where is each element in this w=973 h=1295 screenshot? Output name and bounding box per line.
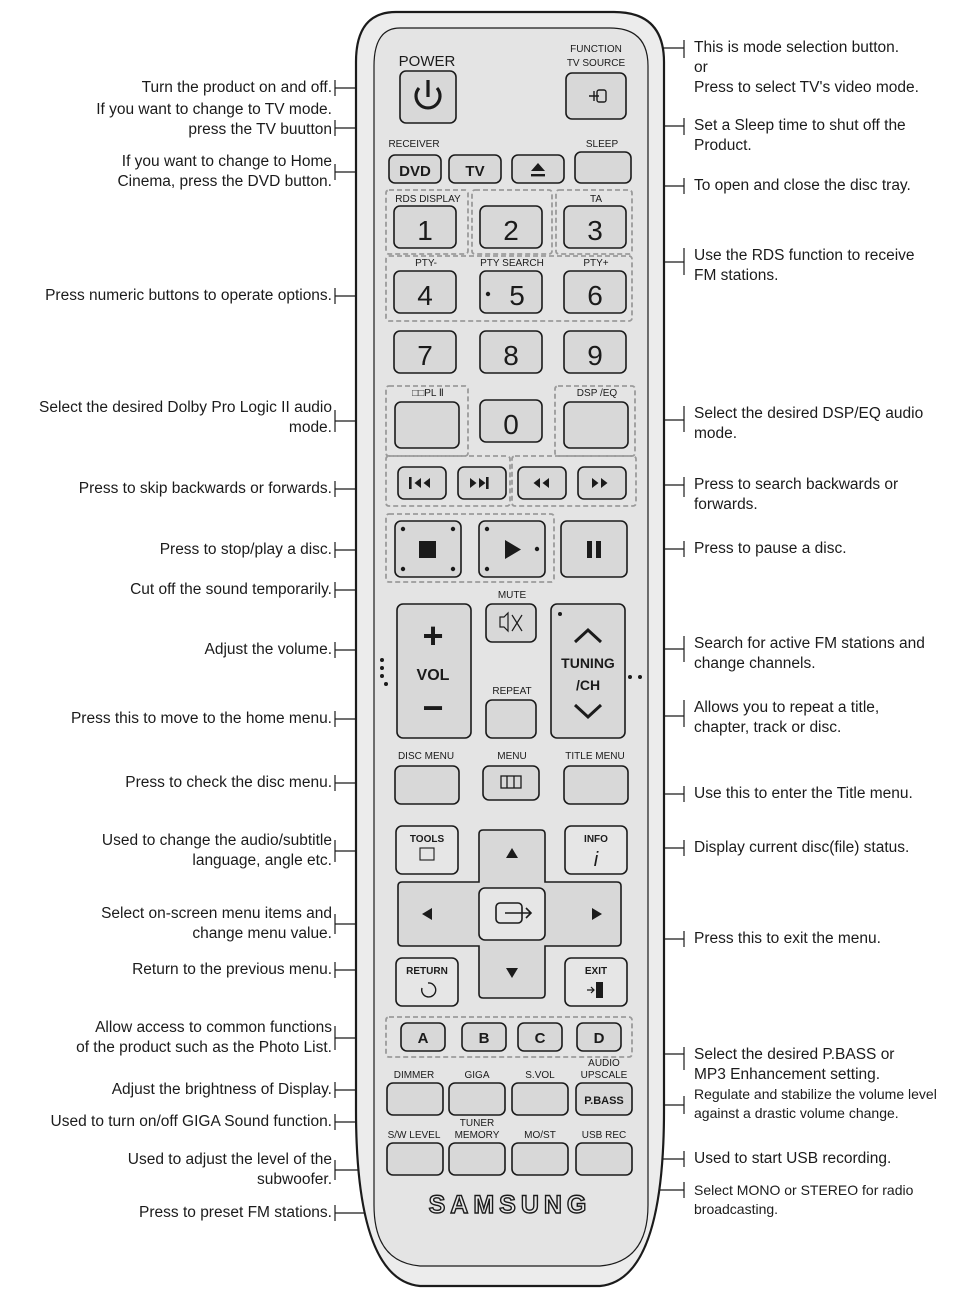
rds-display-label: RDS DISPLAY [395,194,461,205]
disc-menu-button[interactable] [395,766,459,804]
annotation-line: Cinema, press the DVD button. [117,173,332,190]
tactile-dot [486,292,490,296]
left-annotation [51,1112,332,1132]
tuner-memory-label-2: MEMORY [454,1130,500,1141]
color-label-B: B [478,1030,490,1047]
left-annotation [125,773,332,793]
annotation-line: Press to check the disc menu. [125,774,332,791]
annotation-line: Return to the previous menu. [132,961,332,978]
left-annotation [132,960,332,980]
left-annotation [160,540,332,560]
annotation-line: Use the RDS function to receive [694,247,915,264]
audio-upscale-label-2: UPSCALE [580,1070,628,1081]
repeat-label: REPEAT [492,686,532,697]
tactile-dot-p1 [535,547,539,551]
tuning-dot-0 [558,612,562,616]
annotation-line: Used to change the audio/subtitle [101,832,332,849]
annotation-line: subwoofer. [257,1171,332,1188]
annotation-line: Set a Sleep time to shut off the [694,117,906,134]
annotation-line: chapter, track or disc. [694,719,842,736]
right-annotation [694,1045,894,1085]
number-label-2: 2 [503,215,519,246]
skip-back-icon [409,477,412,489]
left-annotation [45,286,332,306]
annotation-line: Used to turn on/off GIGA Sound function. [50,1113,332,1130]
annotation-line: mode. [288,419,332,436]
number-label-3: 3 [587,215,603,246]
annotation-line: Adjust the brightness of Display. [111,1081,332,1098]
volume-minus: − [422,687,444,728]
right-annotation [694,1085,937,1123]
tv-source-label: TV SOURCE [566,58,626,69]
right-annotation [694,116,906,156]
exit-label: EXIT [584,966,608,977]
pty-search-label: PTY SEARCH [480,258,544,269]
annotation-line: Used to adjust the level of the [127,1151,332,1168]
left-annotation [96,100,332,140]
annotation-line: Select the desired Dolby Pro Logic II audio [39,399,332,416]
left-annotation [79,479,332,499]
annotation-line: Adjust the volume. [204,641,332,658]
annotation-line: Use this to enter the Title menu. [694,785,913,802]
title-menu-button[interactable] [564,766,628,804]
annotation-line: change menu value. [192,925,332,942]
right-annotation [694,404,923,444]
menu-button[interactable] [483,766,539,800]
right-annotation [694,475,898,515]
pty-plus-label: PTY+ [583,258,609,269]
right-annotation [694,1149,891,1169]
right-annotation [694,38,919,98]
right-annotation [694,784,913,804]
annotation-line: Select the desired P.BASS or [694,1046,895,1063]
tuning-dot-1 [628,675,632,679]
dimmer-button[interactable] [387,1083,443,1115]
left-annotation [117,152,332,192]
dvd-label: DVD [399,163,431,180]
pause-icon-b [596,541,601,558]
audio-upscale-label-1: AUDIO [588,1058,620,1069]
annotation-line: Product. [694,137,752,154]
dimmer-label: DIMMER [393,1070,435,1081]
svol-button[interactable] [512,1083,568,1115]
left-annotation [112,1080,332,1100]
annotation-line: Press to stop/play a disc. [159,541,332,558]
vol-dot-0 [380,658,384,662]
right-annotation [694,838,909,858]
svol-label: S.VOL [525,1070,555,1081]
power-label: POWER [398,53,456,70]
tactile-dot-p0 [485,527,489,531]
repeat-button[interactable] [486,700,536,738]
tuning-dot-2 [638,675,642,679]
annotation-line: Regulate and stabilize the volume level [694,1086,937,1102]
number-label-4: 4 [417,280,433,311]
pro-logic-button[interactable] [395,402,459,448]
tactile-dot-3 [451,567,455,571]
annotation-line: press the TV buutton [188,121,332,138]
vol-dot-2 [380,674,384,678]
annotation-line: MP3 Enhancement setting. [694,1066,881,1083]
tuner-memory-button[interactable] [449,1143,505,1175]
vol-dot-3 [384,682,388,686]
vol-dot-1 [380,666,384,670]
ta-label: TA [589,194,603,205]
receiver-label: RECEIVER [388,139,440,150]
number-label-8: 8 [503,340,519,371]
return-label: RETURN [406,966,448,977]
usb-rec-label: USB REC [581,1130,627,1141]
tactile-dot-2 [401,567,405,571]
pause-icon-a [587,541,592,558]
annotation-line: Press to select TV's video mode. [694,79,919,96]
right-annotation [694,539,847,559]
dsp-eq-button[interactable] [564,402,628,448]
dsp-eq-label: DSP /EQ [576,388,618,399]
right-annotation [694,246,915,286]
giga-label: GIGA [464,1070,490,1081]
number-label-1: 1 [417,215,433,246]
annotation-line: Press to preset FM stations. [139,1204,332,1221]
left-annotation [102,831,332,871]
brand-logo: SAMSUNG [428,1191,592,1219]
annotation-line: Press to pause a disc. [694,540,847,557]
left-annotation [142,78,332,98]
stop-icon [419,541,436,558]
annotation-line: Used to start USB recording. [694,1150,892,1167]
title-menu-label: TITLE MENU [565,751,625,762]
left-annotation [139,1203,332,1223]
ch-label: /CH [575,677,601,693]
tools-label: TOOLS [409,834,445,845]
tactile-dot-0 [401,527,405,531]
tactile-dot-1 [451,527,455,531]
annotation-line: mode. [694,425,738,442]
left-annotation [130,580,332,600]
volume-label: VOL [416,667,450,684]
annotation-line: Press to search backwards or [694,476,899,493]
disc-menu-label: DISC MENU [397,751,455,762]
left-annotation [128,1150,332,1190]
sw-level-button[interactable] [387,1143,443,1175]
right-annotation [694,176,911,196]
annotation-line: against a drastic volume change. [694,1105,899,1121]
mo-st-label: MO/ST [524,1130,556,1141]
annotation-line: Allows you to repeat a title, [694,699,880,716]
pbass-label: P.BASS [584,1095,624,1107]
right-annotation [694,634,925,674]
volume-plus: + [422,615,444,656]
number-label-9: 9 [587,340,603,371]
annotation-line: or [694,59,708,76]
enter-button[interactable] [479,888,545,940]
mute-button[interactable] [486,604,536,642]
color-label-C: C [534,1030,546,1047]
annotation-line: If you want to change to Home [121,153,332,170]
left-annotation [76,1018,332,1058]
right-annotation [694,1181,913,1219]
annotation-line: Press numeric buttons to operate options. [45,287,332,304]
number-label-0: 0 [503,409,519,440]
annotation-line: FM stations. [694,267,779,284]
mute-label: MUTE [497,590,527,601]
right-annotation [694,929,881,949]
annotation-line: If you want to change to TV mode. [96,101,332,118]
exit-icon [596,982,603,998]
number-label-5: 5 [509,280,525,311]
usb-rec-button[interactable] [576,1143,632,1175]
annotation-line: This is mode selection button. [694,39,900,56]
left-annotation [39,398,332,438]
left-annotation [101,904,332,944]
annotation-line: Search for active FM stations and [694,635,925,652]
left-annotation [71,709,332,729]
skip-back-button[interactable] [398,467,446,499]
pro-logic-label: □□PL Ⅱ [412,388,444,399]
annotation-line: Display current disc(file) status. [694,839,910,856]
annotation-line: language, angle etc. [192,852,332,869]
left-annotation [204,640,332,660]
annotation-line: Select MONO or STEREO for radio [694,1182,914,1198]
sw-level-label: S/W LEVEL [387,1130,441,1141]
pause-button[interactable] [561,521,627,577]
tuning-label: TUNING [561,655,615,671]
function-label: FUNCTION [570,44,622,55]
rewind-button[interactable] [518,467,566,499]
annotation-line: of the product such as the Photo List. [76,1039,332,1056]
tuner-memory-label-1: TUNER [459,1118,495,1129]
mo-st-button[interactable] [512,1143,568,1175]
annotation-line: Select on-screen menu items and [101,905,332,922]
annotation-line: Allow access to common functions [95,1019,332,1036]
tactile-dot-p2 [485,567,489,571]
right-annotation [694,698,879,738]
sleep-button[interactable] [575,152,631,183]
annotation-line: Press this to move to the home menu. [70,710,332,727]
color-label-A: A [417,1030,429,1047]
color-label-D: D [593,1030,605,1047]
annotation-line: change channels. [694,655,816,672]
eject-icon-bar [531,174,545,176]
annotation-line: Select the desired DSP/EQ audio [694,405,924,422]
annotation-line: To open and close the disc tray. [694,177,911,194]
number-label-6: 6 [587,280,603,311]
annotation-line: broadcasting. [694,1201,779,1217]
annotation-line: Press to skip backwards or forwards. [78,480,332,497]
annotation-line: forwards. [694,496,758,513]
number-label-7: 7 [417,340,433,371]
info-label: INFO [584,834,608,845]
skip-forward-icon [486,477,489,489]
annotation-line: Press this to exit the menu. [694,930,881,947]
annotation-line: Turn the product on and off. [141,79,332,96]
menu-label: MENU [497,751,527,762]
tv-label: TV [465,163,485,180]
info-icon: i [593,849,599,871]
sleep-label: SLEEP [585,139,619,150]
giga-button[interactable] [449,1083,505,1115]
annotation-line: Cut off the sound temporarily. [130,581,332,598]
pty-minus-label: PTY- [415,258,437,269]
